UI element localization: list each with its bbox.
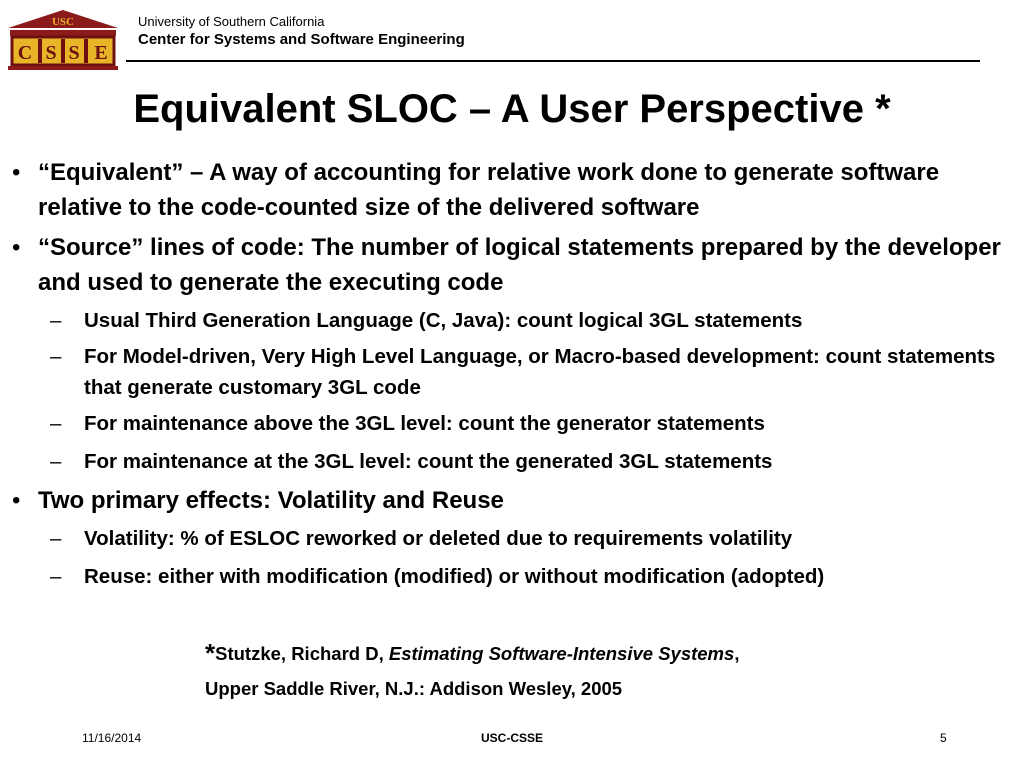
logo-letter-c: C <box>17 42 33 64</box>
bullet-two-effects <box>12 483 1010 518</box>
sub-bullet-maintenance-at <box>50 446 1014 477</box>
footer-center-label: USC-CSSE <box>480 731 543 745</box>
university-name: University of Southern California <box>138 14 325 29</box>
header-divider <box>126 60 980 62</box>
sub-bullet-marker: – <box>50 450 62 473</box>
sub-bullet-text: For maintenance above the 3GL level: count the generator statements <box>84 412 765 435</box>
sub-bullet-volatility <box>50 523 1014 554</box>
logo-letter-s1: S <box>45 42 57 64</box>
organization-block <box>138 14 465 51</box>
footer-date: 11/16/2014 <box>82 731 142 745</box>
citation-star: * <box>205 638 216 668</box>
sub-bullet-text: Usual Third Generation Language (C, Java): count logical 3GL statements <box>84 309 803 332</box>
center-name: Center for Systems and Software Engineering <box>138 31 465 48</box>
citation-comma: , <box>734 643 740 664</box>
citation-line-2 <box>205 676 622 702</box>
footer-page-number: 5 <box>940 731 947 745</box>
sub-bullet-model-driven <box>50 341 1014 403</box>
logo-column-1 <box>38 39 42 63</box>
citation-line-1 <box>205 638 739 667</box>
bullet-text: “Source” lines of code: The number of logical statements prepared by the developer and used to generate the executing code <box>38 234 1001 296</box>
sub-bullet-third-gen <box>50 305 1014 336</box>
sub-bullet-marker: – <box>50 345 62 368</box>
logo-base <box>8 66 118 70</box>
usc-csse-logo <box>6 8 120 74</box>
sub-bullet-text: Reuse: either with modification (modified) or without modification (adopted) <box>84 565 825 588</box>
sub-bullet-text: For Model-driven, Very High Level Language, or Macro-based development: count statements that generate customary 3GL code <box>84 345 996 399</box>
sub-bullet-marker: – <box>50 565 62 588</box>
sub-bullet-marker: – <box>50 412 62 435</box>
bullet-marker: • <box>12 234 21 261</box>
sub-bullet-reuse <box>50 561 1014 592</box>
bullet-marker: • <box>12 487 21 514</box>
sub-bullet-text: For maintenance at the 3GL level: count the generated 3GL statements <box>84 450 773 473</box>
sub-bullet-text: Volatility: % of ESLOC reworked or deleted due to requirements volatility <box>84 527 793 550</box>
citation-author: Stutzke, Richard D, <box>215 643 389 664</box>
sub-bullet-marker: – <box>50 309 62 332</box>
bullet-marker: • <box>12 159 21 186</box>
logo-column-3 <box>84 39 88 63</box>
logo-letter-s2: S <box>68 42 80 64</box>
logo-letter-e: E <box>94 42 108 64</box>
logo-usc-text: USC <box>51 16 75 28</box>
bullet-equivalent <box>12 155 1010 225</box>
logo-column-2 <box>61 39 65 63</box>
bullet-text: Two primary effects: Volatility and Reuse <box>38 487 504 514</box>
sub-bullet-marker: – <box>50 527 62 550</box>
bullet-text: “Equivalent” – A way of accounting for relative work done to generate software relative to the code-counted size of the delivered software <box>38 159 940 221</box>
logo-lintel <box>10 30 116 36</box>
bullet-source <box>12 230 1010 300</box>
slide-title: Equivalent SLOC – A User Perspective * <box>133 87 891 131</box>
citation-book-title: Estimating Software-Intensive Systems <box>388 643 735 664</box>
sub-bullet-maintenance-above <box>50 408 1014 439</box>
citation-publisher: Upper Saddle River, N.J.: Addison Wesley, 2005 <box>205 678 623 699</box>
